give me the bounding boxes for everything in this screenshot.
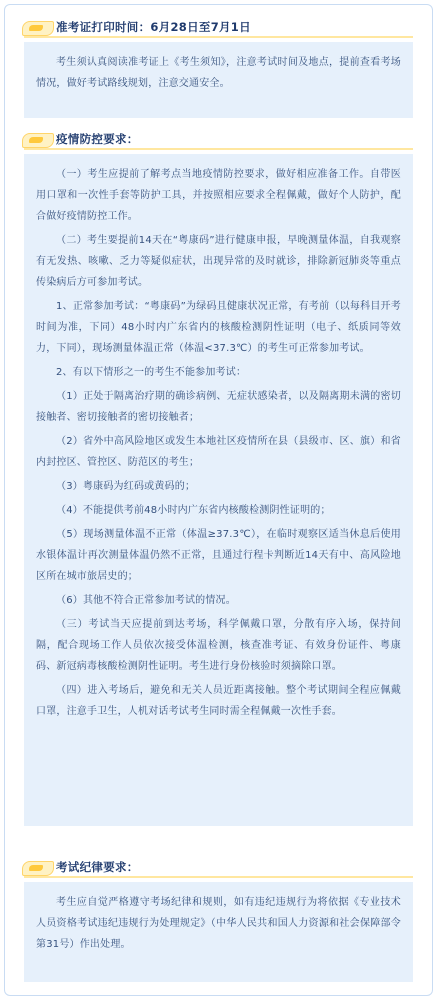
exam-discipline-section [24, 858, 413, 982]
paragraph: （5）现场测量体温不正常（体温≥37.3℃），在临时观察区适当休息后使用水银体温计再次测量体温仍然不正常，且通过行程卡判断近14天有中、高风险地区所在城市旅居史的； [36, 529, 401, 582]
section-header [24, 858, 413, 878]
paragraph: 考生应自觉严格遵守考场纪律和规则，如有违纪违规行为将依据《专业技术人员资格考试违纪违规行为处理规定》（中华人民共和国人力资源和社会保障部令第31号）作出处理。 [36, 897, 401, 950]
section-header [24, 18, 413, 38]
paragraph: 1、正常参加考试：“粤康码”为绿码且健康状况正常，有考前（以每科目开考时间为准，下同）48小时内广东省内的核酸检测阴性证明（电子、纸质同等效力，下同），现场测量体温正常（体温<37.3℃）的考生可正常参加考试。 [36, 301, 401, 354]
paragraph: 考生须认真阅读准考证上《考生须知》，注意考试时间及地点，提前查看考场情况，做好考试路线规划，注意交通安全。 [36, 57, 401, 89]
section-title: 准考证打印时间：6月28日至7月1日 [56, 20, 251, 34]
paragraph: （2）省外中高风险地区或发生本地社区疫情所在县（县级市、区、旗）和省内封控区、管控区、防范区的考生； [36, 436, 401, 468]
bookmark-tag-icon [22, 861, 54, 876]
paragraph: （一）考生应提前了解考点当地疫情防控要求，做好相应准备工作。自带医用口罩和一次性手套等防护工具，并按照相应要求全程佩戴，做好个人防护，配合做好疫情防控工作。 [36, 169, 401, 222]
header-underline [24, 148, 413, 150]
print-time-section [24, 18, 413, 118]
epidemic-prevention-section [24, 130, 413, 826]
section-body [24, 882, 413, 982]
paragraph: （三）考试当天应提前到达考场，科学佩戴口罩，分散有序入场，保持间隔，配合现场工作人员依次接受体温检测，核查准考证、有效身份证件、粤康码、新冠病毒核酸检测阴性证明。考生进行身份核验时须摘除口罩。 [36, 619, 401, 672]
paragraph: （1）正处于隔离治疗期的确诊病例、无症状感染者，以及隔离期未满的密切接触者、密切接触者的密切接触者； [36, 391, 401, 423]
bookmark-tag-icon [22, 133, 54, 148]
paragraph: 2、有以下情形之一的考生不能参加考试： [56, 367, 247, 378]
bookmark-tag-icon [22, 21, 54, 36]
section-header [24, 130, 413, 150]
section-title: 疫情防控要求： [56, 132, 139, 146]
paragraph: （二）考生要提前14天在“粤康码”进行健康申报，早晚测量体温，自我观察有无发热、咳嗽、乏力等疑似症状，出现异常的及时就诊，排除新冠肺炎等重点传染病后方可参加考试。 [36, 235, 401, 288]
section-body [24, 154, 413, 826]
paragraph: （4）不能提供考前48小时内广东省内核酸检测阴性证明的； [56, 505, 331, 516]
paragraph: （3）粤康码为红码或黄码的； [56, 481, 196, 492]
section-title: 考试纪律要求： [56, 860, 139, 874]
section-body [24, 42, 413, 118]
paragraph: （6）其他不符合正常参加考试的情况。 [56, 595, 236, 606]
header-underline [24, 36, 413, 38]
header-underline [24, 876, 413, 878]
paragraph: （四）进入考场后，避免和无关人员近距离接触。整个考试期间全程应佩戴口罩，注意手卫生，人机对话考试考生同时需全程佩戴一次性手套。 [36, 685, 401, 717]
